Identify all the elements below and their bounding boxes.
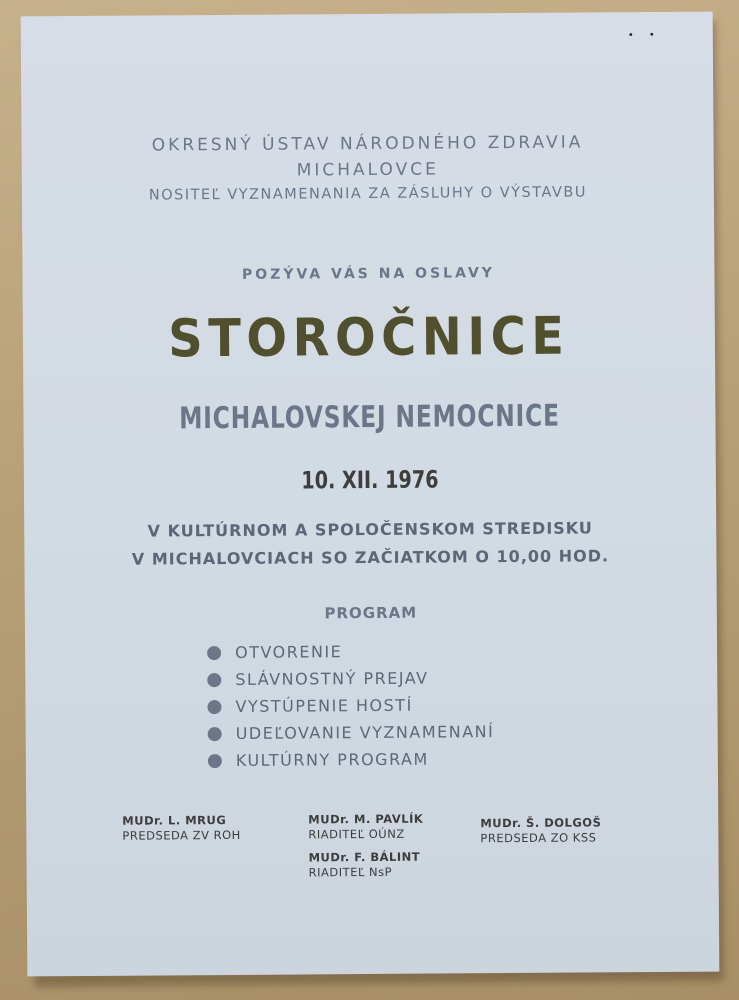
program-heading: PROGRAM [324,603,418,623]
program-item-label: OTVORENIE [235,642,343,662]
venue-line-2: V MICHALOVCIACH SO ZAČIATKOM O 10,00 HOD. [131,546,610,569]
bullet-icon [208,754,222,768]
program-item-label: UDEĽOVANIE VYZNAMENANÍ [235,722,495,743]
signature-name: MUDr. M. PAVLÍK [308,811,424,827]
bullet-icon [207,646,221,660]
signature-pavlik [308,812,423,843]
signature-name: MUDr. L. MRUG [122,813,227,828]
event-date: 10. XII. 1976 [301,465,439,495]
signature-role: RIADITEĽ OÚNZ [308,826,405,842]
header-city: MICHALOVCE [296,159,439,181]
signature-role: PREDSEDA ZV ROH [122,827,241,843]
signature-balint [308,850,420,881]
program-item-label: VYSTÚPENIE HOSTÍ [235,695,413,716]
program-item [208,745,495,774]
signature-name: MUDr. Š. DOLGOŠ [480,815,602,831]
program-item-label: KULTÚRNY PROGRAM [235,749,429,770]
program-item [208,718,495,747]
signature-role: PREDSEDA ZO KSS [480,830,597,846]
program-item [207,637,494,666]
signature-role: RIADITEĽ NsP [308,864,393,880]
signature-name: MUDr. F. BÁLINT [308,849,421,865]
header-award: NOSITEĽ VYZNAMENANIA ZA ZÁSLUHY O VÝSTAVBU [148,184,587,204]
program-item-label: SLÁVNOSTNÝ PREJAV [235,668,429,689]
invitation-line: POZÝVA VÁS NA OSLAVY [241,265,495,283]
signature-mrug [122,813,241,844]
bullet-icon [207,700,221,714]
invitation-card [21,12,720,977]
bullet-icon [208,727,222,741]
subtitle: MICHALOVSKEJ NEMOCNICE [179,398,560,437]
program-item [207,691,494,720]
program-item [207,664,494,693]
venue-line-1: V KULTÚRNOM A SPOLOČENSKOM STREDISKU [147,518,593,541]
bullet-icon [207,673,221,687]
program-list [207,637,495,774]
signature-dolgos [480,815,601,846]
corner-marks: • • [627,29,661,42]
header-organization: OKRESNÝ ÚSTAV NÁRODNÉHO ZDRAVIA [151,132,584,156]
main-title: STOROČNICE [168,306,570,370]
